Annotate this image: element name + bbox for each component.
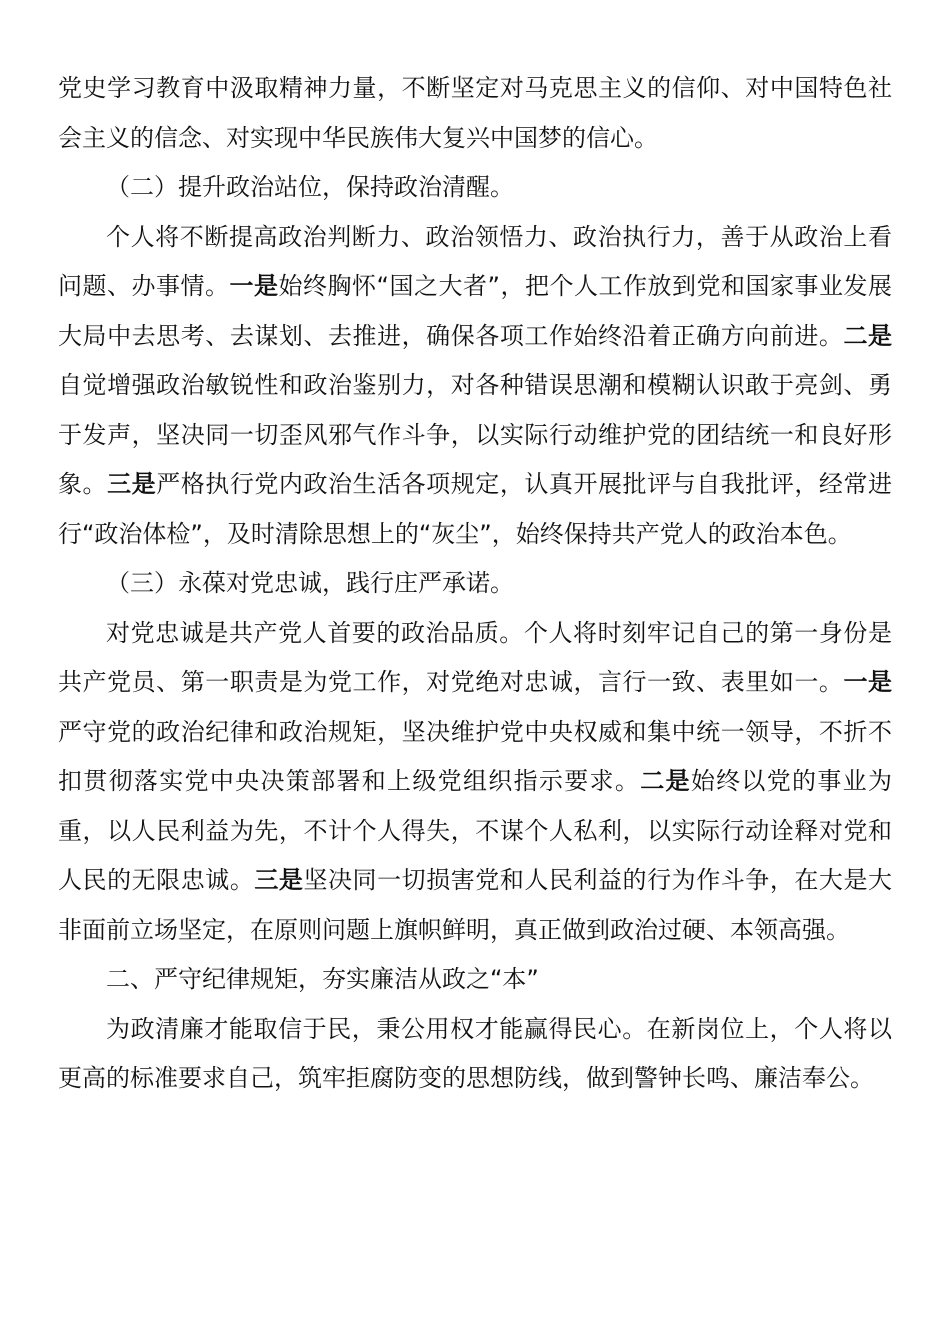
bold-lead-phrase: 二是 (640, 767, 691, 795)
bold-lead-phrase: 一是 (229, 272, 279, 300)
paragraph (58, 64, 892, 163)
paragraph-text: 自觉增强政治敏锐性和政治鉴别力，对各种错误思潮和模糊认识敢于亮剑、勇于发声，坚决同一切歪风邪气作斗争，以实际行动维护党的团结统一和良好形象。 (58, 371, 892, 498)
paragraph-text: 始终以党的事业为重，以人民利益为先，不计个人得失，不谋个人私利，以实际行动诠释对党和人民的无限忠诚。 (58, 767, 892, 894)
paragraph-text: （二）提升政治站位，保持政治清醒。 (106, 173, 514, 201)
paragraph (58, 1005, 892, 1104)
paragraph-text: 始终胸怀“国之大者”，把个人工作放到党和国家事业发展大局中去思考、去谋划、去推进，确保各项工作始终沿着正确方向前进。 (58, 272, 893, 350)
paragraph-text: （三）永葆对党忠诚，践行庄严承诺。 (106, 569, 514, 597)
paragraph (58, 609, 892, 956)
bold-lead-phrase: 三是 (107, 470, 157, 498)
paragraph-text: 党史学习教育中汲取精神力量，不断坚定对马克思主义的信仰、对中国特色社会主义的信念、对实现中华民族伟大复兴中国梦的信心。 (58, 74, 892, 152)
bold-lead-phrase: 一是 (843, 668, 892, 696)
paragraph (58, 213, 892, 560)
paragraph-text: 严守党的政治纪律和政治规矩，坚决维护党中央权威和集中统一领导，不折不扣贯彻落实党中央决策部署和上级党组织指示要求。 (58, 717, 892, 795)
paragraph (58, 955, 892, 1005)
bold-lead-phrase: 三是 (254, 866, 304, 894)
paragraph (58, 163, 892, 213)
paragraph-text: 对党忠诚是共产党人首要的政治品质。个人将时刻牢记自己的第一身份是共产党员、第一职责是为党工作，对党绝对忠诚，言行一致、表里如一。 (58, 618, 892, 696)
document-page (58, 64, 892, 1104)
paragraph-text: 个人将不断提高政治判断力、政治领悟力、政治执行力，善于从政治上看问题、办事情。 (58, 222, 892, 300)
paragraph-text: 坚决同一切损害党和人民利益的行为作斗争，在大是大非面前立场坚定，在原则问题上旗帜鲜明，真正做到政治过硬、本领高强。 (58, 866, 893, 944)
paragraph-text: 为政清廉才能取信于民，秉公用权才能赢得民心。在新岗位上，个人将以更高的标准要求自己，筑牢拒腐防变的思想防线，做到警钟长鸣、廉洁奉公。 (58, 1014, 892, 1092)
bold-lead-phrase: 二是 (843, 321, 892, 350)
paragraph-text: 二、严守纪律规矩，夯实廉洁从政之“本” (106, 965, 539, 993)
paragraph-text: 严格执行党内政治生活各项规定，认真开展批评与自我批评，经常进行“政治体检”，及时清除思想上的“灰尘”，始终保持共产党人的政治本色。 (58, 470, 893, 548)
paragraph (58, 559, 892, 609)
